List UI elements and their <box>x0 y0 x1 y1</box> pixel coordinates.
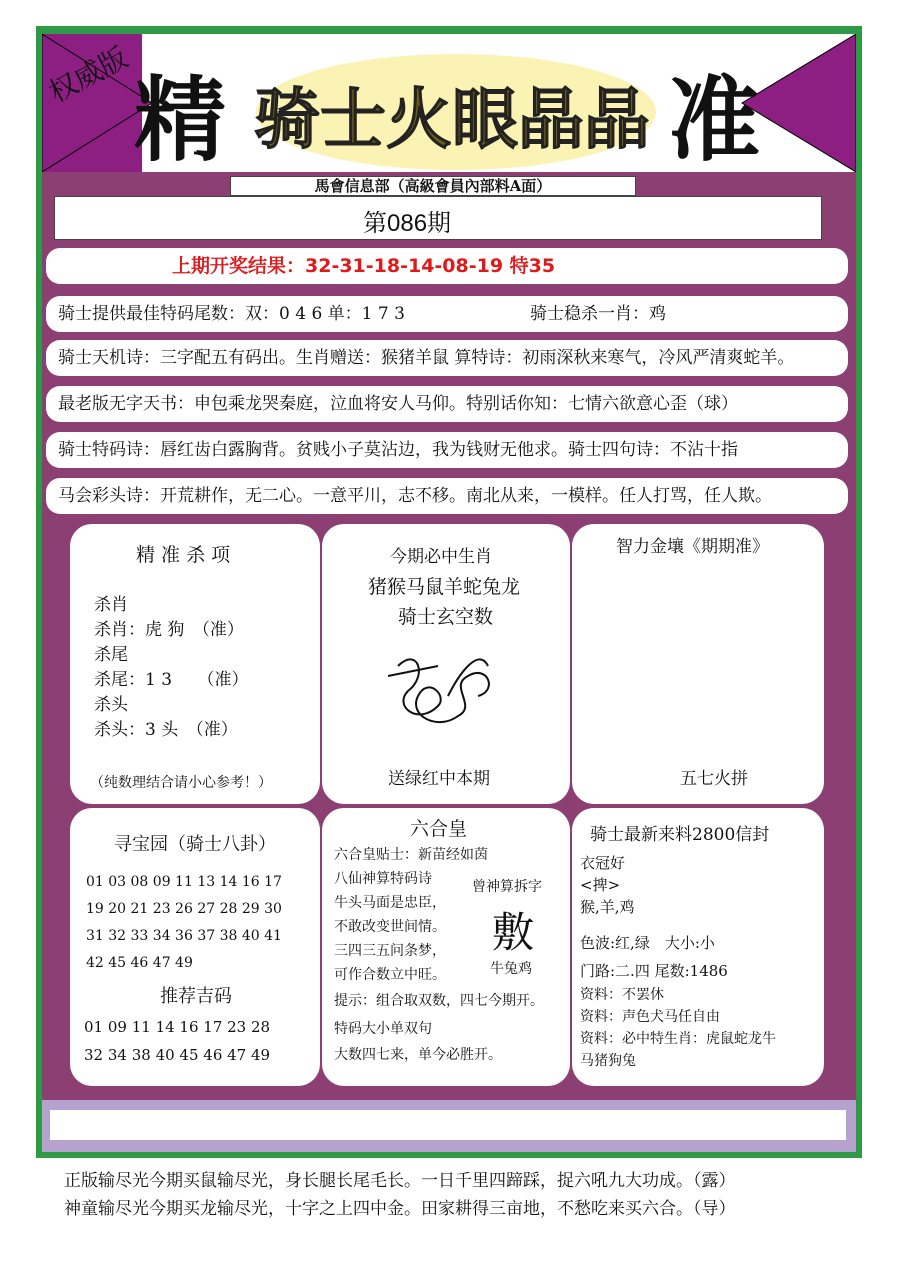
treasure-card <box>70 808 320 1086</box>
recommend-title: 推荐吉码 <box>160 986 232 1007</box>
liuhe-line: 大数四七来，单今必胜开。 <box>334 1047 502 1063</box>
kill-card <box>70 524 320 804</box>
latest-title: 骑士最新来料2800信封 <box>590 825 770 845</box>
treasure-numbers: 31 32 33 34 36 37 38 40 41 <box>86 928 282 944</box>
liuhe-line: 提示：组合取双数，四七今期开。 <box>334 993 544 1009</box>
kill-line: 杀肖：虎 狗 （准） <box>94 620 244 640</box>
kill-one-text: 骑士稳杀一肖：鸡 <box>530 304 666 324</box>
footer-blank <box>50 1110 846 1140</box>
zodiac-title: 今期必中生肖 <box>390 547 492 567</box>
latest-line: 门路:二.四 尾数:1486 <box>580 962 728 980</box>
chaizi-answer: 牛兔鸡 <box>490 961 532 977</box>
recommend-numbers: 01 09 11 14 16 17 23 28 <box>84 1018 271 1036</box>
liuhe-title: 六合皇 <box>410 818 468 840</box>
latest-line: <捭> <box>580 876 621 894</box>
liuhe-line: 特码大小单双句 <box>334 1021 432 1037</box>
issue-bar <box>54 196 822 240</box>
poem2-row: 最老版无字天书：申包乘龙哭秦庭，泣血将安人马仰。特别话你知：七情六欲意心歪（球） <box>46 386 848 422</box>
wisdom-card <box>572 524 824 804</box>
latest-line: 色波:红,绿 大小:小 <box>580 934 715 952</box>
latest-line: 资料：必中特生肖：虎鼠蛇龙牛 <box>580 1031 776 1047</box>
liuhe-line: 八仙神算特码诗 <box>334 871 432 887</box>
treasure-numbers: 01 03 08 09 11 13 14 16 17 <box>86 874 282 890</box>
latest-line: 资料：不罢休 <box>580 987 664 1003</box>
edition-label: 权威版 <box>43 40 134 110</box>
info-banner: 馬會信息部（高級會員內部料A面） <box>230 176 636 196</box>
kill-line: 杀头 <box>94 695 128 715</box>
wisdom-footer: 五七火拼 <box>680 769 748 789</box>
zodiac-footer: 送绿红中本期 <box>388 769 490 789</box>
poem1-row: 骑士天机诗：三字配五有码出。生肖赠送：猴猪羊鼠 算特诗：初雨深秋来寒气，冷风严清爽蛇羊。 <box>46 340 848 376</box>
tail-text: 骑士提供最佳特码尾数：双：0 4 6 单：1 7 3 <box>58 304 405 324</box>
kill-line: 杀肖 <box>94 595 128 615</box>
latest-line: 猴,羊,鸡 <box>580 898 635 916</box>
tail-row <box>46 296 848 332</box>
kill-line: 杀尾 <box>94 645 128 665</box>
zodiac-card <box>322 524 570 804</box>
wisdom-title: 智力金壤《期期准》 <box>616 537 769 557</box>
issue-number: 第086期 <box>363 210 452 237</box>
poem3-row: 骑士特码诗：唇红齿白露胸背。贫贱小子莫沾边，我为钱财无他求。骑士四句诗：不沾十指 <box>46 432 848 468</box>
latest-line: 马猪狗兔 <box>580 1053 636 1069</box>
big-right-char: 准 <box>668 66 761 172</box>
liuhe-line: 牛头马面是忠臣， <box>334 895 446 911</box>
liuhe-line: 三四三五问条梦， <box>334 943 446 959</box>
treasure-numbers: 19 20 21 23 26 27 28 29 30 <box>86 901 282 917</box>
footer-bar <box>42 1100 856 1152</box>
liuhe-card <box>322 808 570 1086</box>
kill-title: 精 准 杀 项 <box>136 544 231 566</box>
zodiac-animals: 猪猴马鼠羊蛇兔龙 <box>368 576 521 598</box>
header-title: 骑士火眼晶晶 <box>254 80 650 158</box>
liuhe-line: 可作合数立中旺。 <box>334 967 446 983</box>
recommend-numbers: 32 34 38 40 45 46 47 49 <box>84 1046 271 1064</box>
zodiac-subtitle: 骑士玄空数 <box>398 606 494 628</box>
kill-note: （纯数理结合请小心参考！） <box>90 775 272 791</box>
header-graphic <box>42 34 856 172</box>
poem4-row: 马会彩头诗：开荒耕作，无二心。一意平川，志不移。南北从来，一模样。任人打骂，任人欺。 <box>46 478 848 514</box>
treasure-title: 寻宝园（骑士八卦） <box>114 834 276 855</box>
big-left-char: 精 <box>134 66 227 172</box>
chaizi-title: 曾神算拆字 <box>472 879 542 895</box>
treasure-numbers: 42 45 46 47 49 <box>86 955 193 971</box>
last-result: 上期开奖结果：32-31-18-14-08-19 特35 <box>46 248 848 284</box>
signature-scribble <box>378 636 508 736</box>
bottom-line: 神童输尽光今期买龙输尽光，十字之上四中金。田家耕得三亩地，不愁吃来买六合。（导） <box>64 1199 736 1219</box>
kill-line: 杀头：3 头 （准） <box>94 720 238 740</box>
chaizi-char: 敷 <box>492 908 535 957</box>
liuhe-line: 不敢改变世间情。 <box>334 919 446 935</box>
liuhe-line: 六合皇贴士：新苗经如茵 <box>334 847 488 863</box>
latest-line: 衣冠好 <box>580 854 626 872</box>
latest-line: 资料：声色犬马任自由 <box>580 1009 720 1025</box>
bottom-line: 正版输尽光今期买鼠输尽光，身长腿长尾毛长。一日千里四蹄踩，捉六吼九大功成。（露） <box>64 1171 736 1191</box>
kill-line: 杀尾：1 3 （准） <box>94 670 249 690</box>
header <box>42 34 856 172</box>
latest-card <box>572 808 824 1086</box>
